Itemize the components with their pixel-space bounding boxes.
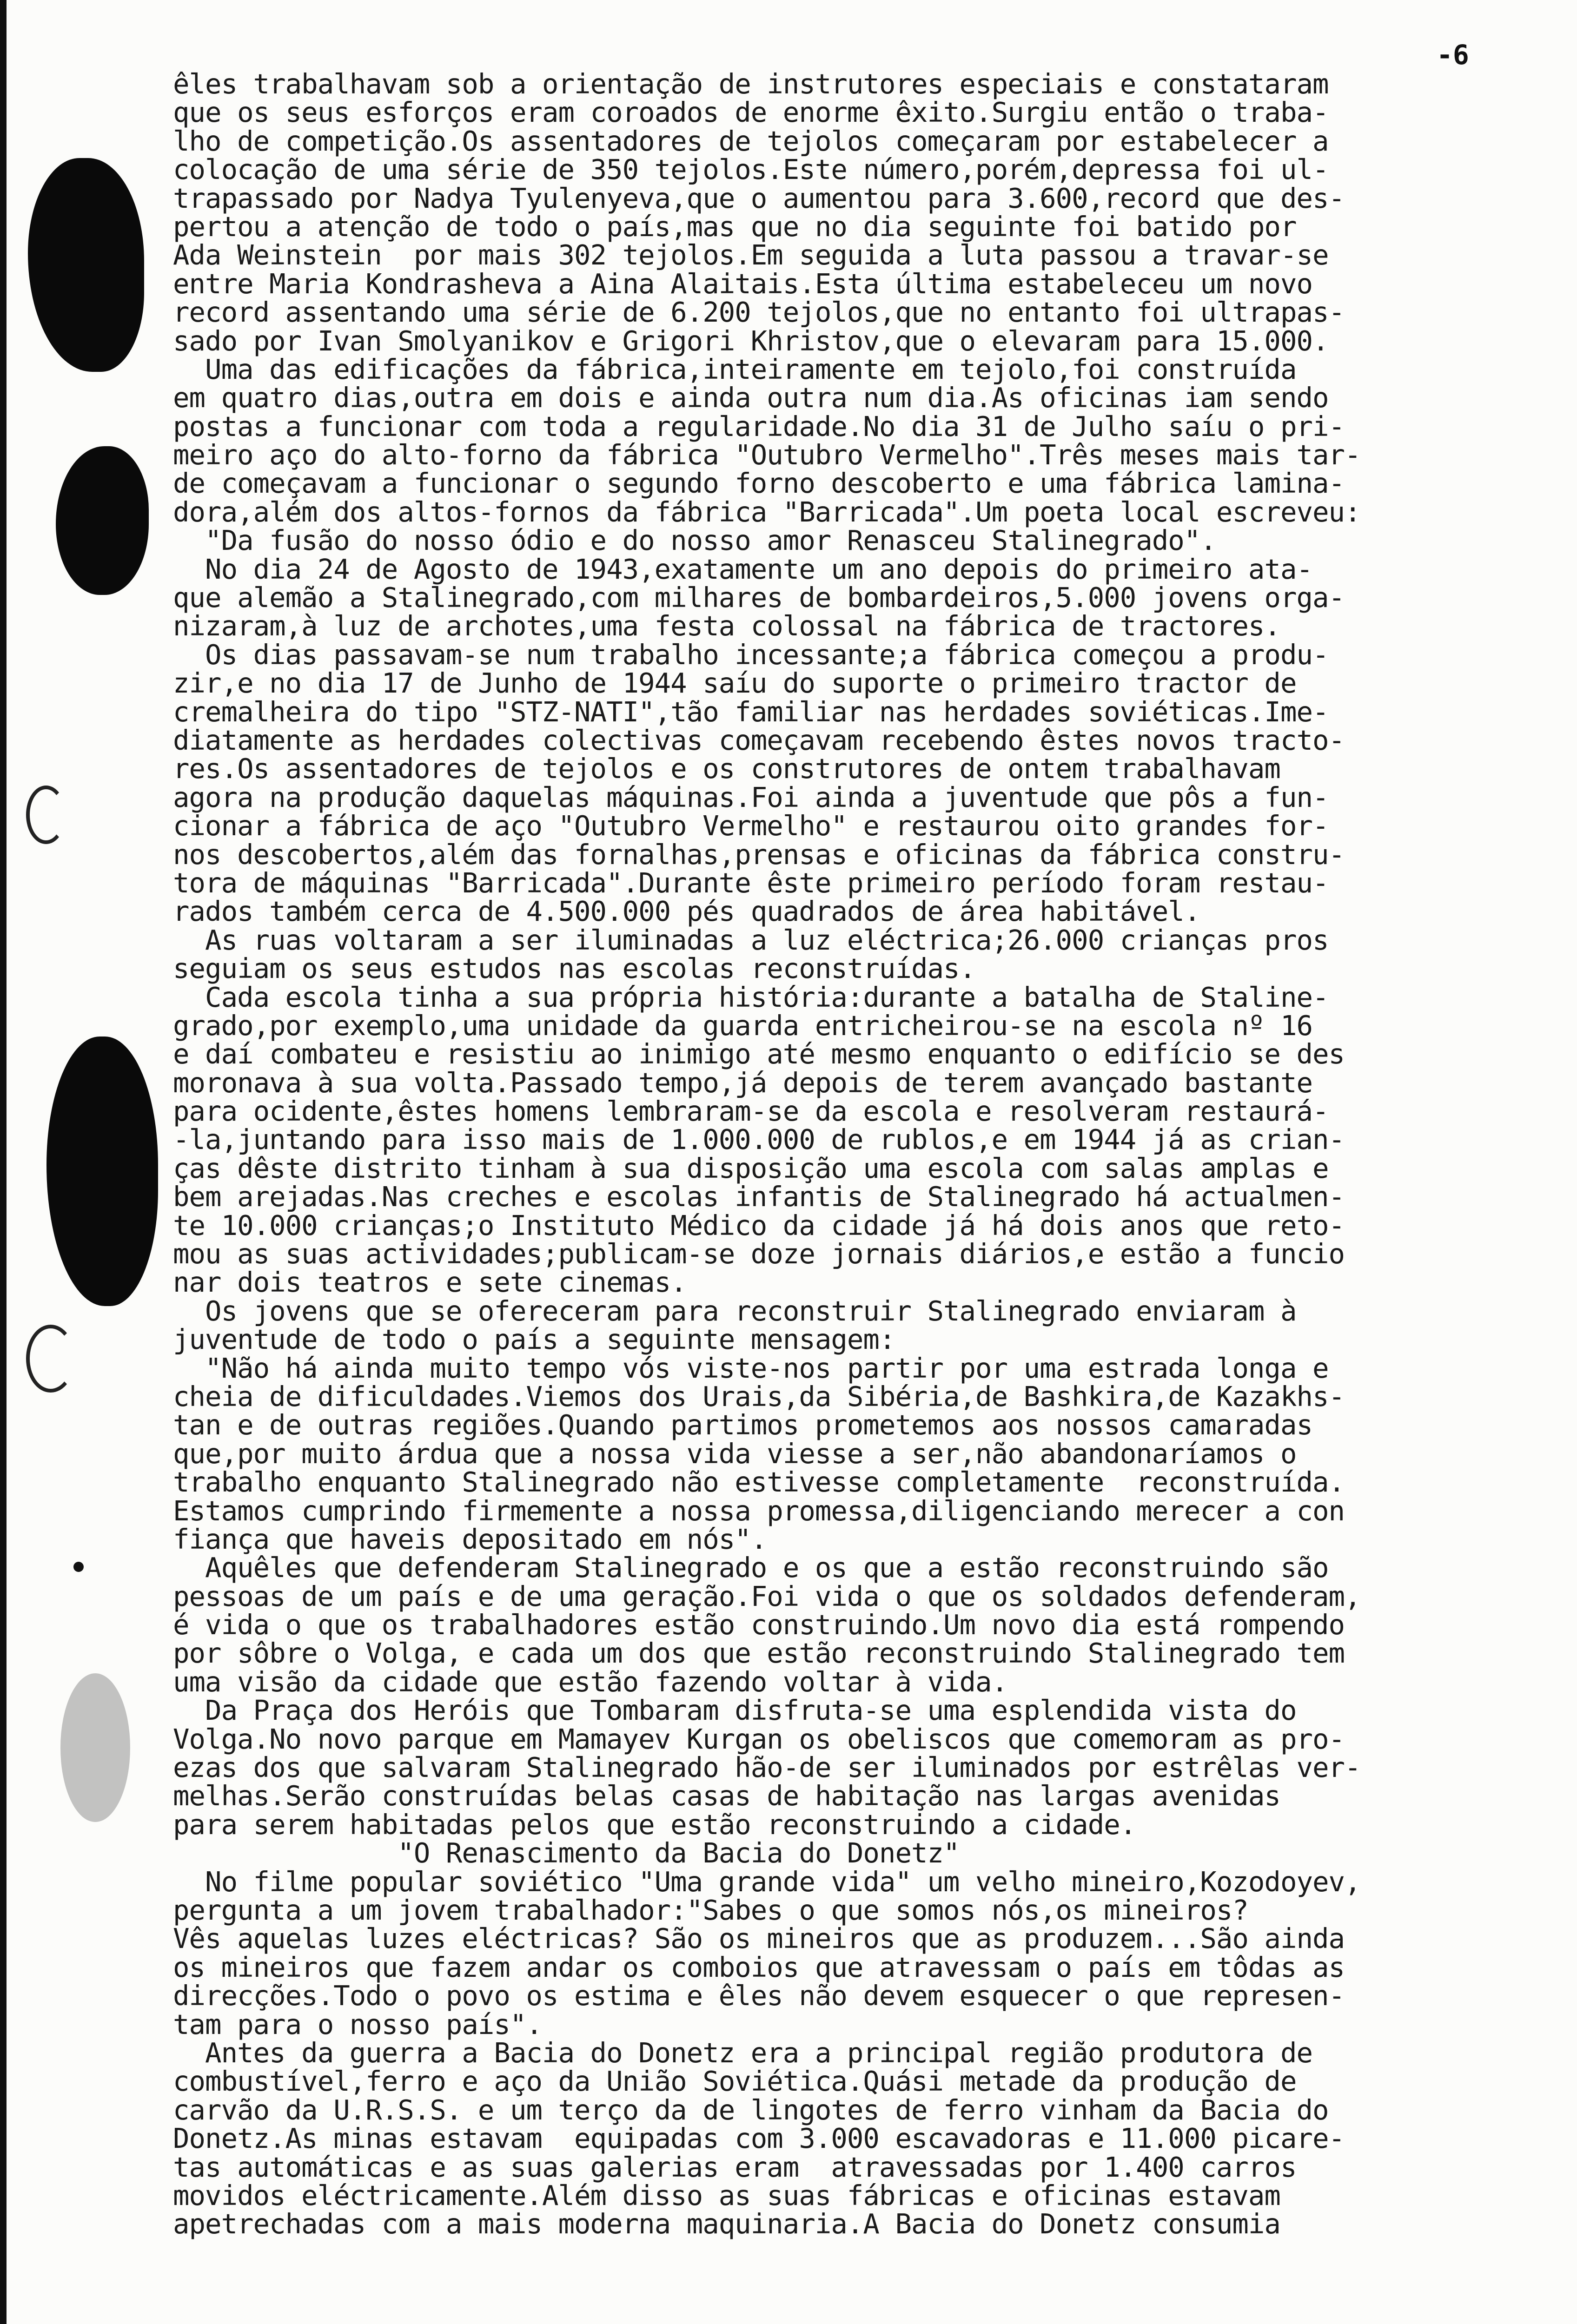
ink-dot	[73, 1562, 84, 1572]
text-line: seguiam os seus estudos nas escolas reconstruídas.	[173, 952, 976, 985]
text-line: e daí combateu e resistiu ao inimigo até mesmo enquanto o edifício se des	[173, 1038, 1345, 1070]
text-line: "Não há ainda muito tempo vós viste-nos partir por uma estrada longa e	[173, 1352, 1329, 1384]
text-line: meiro aço do alto-forno da fábrica "Outubro Vermelho".Três meses mais tar-	[173, 439, 1361, 471]
punch-hole-ring	[26, 1325, 75, 1393]
text-line: tam para o nosso país".	[173, 2008, 542, 2040]
text-line: moronava à sua volta.Passado tempo,já depois de terem avançado bastante	[173, 1066, 1312, 1099]
text-line: melhas.Serão construídas belas casas de habitação nas largas avenidas	[173, 1780, 1280, 1812]
text-line: pergunta a um jovem trabalhador:"Sabes o que somos nós,os mineiros?	[173, 1894, 1248, 1926]
text-line: res.Os assentadores de tejolos e os construtores de ontem trabalhavam	[173, 753, 1280, 785]
text-line: para ocidente,êstes homens lembraram-se da escola e resolveram restaurá-	[173, 1095, 1329, 1128]
text-line: agora na produção daquelas máquinas.Foi ainda a juventude que pôs a fun-	[173, 781, 1329, 813]
text-line: ezas dos que salvaram Stalinegrado hão-de ser iluminados por estrêlas ver-	[173, 1751, 1361, 1784]
text-line: é vida o que os trabalhadores estão construindo.Um novo dia está rompendo	[173, 1609, 1345, 1641]
text-line: Volga.No novo parque em Mamayev Kurgan os obeliscos que comemoram as pro-	[173, 1723, 1345, 1755]
text-line: que os seus esforços eram coroados de enorme êxito.Surgiu então o traba-	[173, 96, 1329, 129]
text-line: rados também cerca de 4.500.000 pés quadrados de área habitável.	[173, 895, 1200, 928]
text-line: combustível,ferro e aço da União Soviética.Quási metade da produção de	[173, 2065, 1297, 2098]
punch-hole-ring	[26, 786, 66, 844]
text-line: tora de máquinas "Barricada".Durante êste primeiro período foram restau-	[173, 866, 1329, 899]
text-line: lho de competição.Os assentadores de tejolos começaram por estabelecer a	[173, 125, 1329, 157]
text-line: uma visão da cidade que estão fazendo voltar à vida.	[173, 1665, 1008, 1698]
text-line: pessoas de um país e de uma geração.Foi vida o que os soldados defenderam,	[173, 1580, 1361, 1612]
text-line: direcções.Todo o povo os estima e êles não devem esquecer o que represen-	[173, 1980, 1345, 2012]
text-line: "Da fusão do nosso ódio e do nosso amor Renasceu Stalinegrado".	[173, 524, 1216, 557]
text-line: "O Renascimento da Bacia do Donetz"	[173, 1837, 960, 1869]
text-line: sado por Ivan Smolyanikov e Grigori Khristov,que o elevaram para 15.000.	[173, 324, 1329, 357]
text-line: No filme popular soviético "Uma grande vida" um velho mineiro,Kozodoyev,	[173, 1865, 1361, 1898]
text-line: Os jovens que se ofereceram para reconstruir Stalinegrado enviaram à	[173, 1294, 1297, 1327]
text-line: trapassado por Nadya Tyulenyeva,que o aumentou para 3.600,record que des-	[173, 182, 1345, 214]
text-line: zir,e no dia 17 de Junho de 1944 saíu do suporte o primeiro tractor de	[173, 667, 1297, 700]
text-line: que alemão a Stalinegrado,com milhares de bombardeiros,5.000 jovens orga-	[173, 581, 1345, 614]
binding-hole-blot	[28, 158, 144, 372]
text-line: record assentando uma série de 6.200 tejolos,que no entanto foi ultrapas-	[173, 296, 1345, 329]
binding-hole-shadow	[60, 1673, 130, 1822]
page-number: -6	[1437, 39, 1469, 71]
text-line: No dia 24 de Agosto de 1943,exatamente um ano depois do primeiro ata-	[173, 553, 1312, 585]
text-line: mou as suas actividades;publicam-se doze jornais diários,e estão a funcio	[173, 1238, 1345, 1270]
text-line: de começavam a funcionar o segundo forno descoberto e uma fábrica lamina-	[173, 467, 1345, 500]
text-line: Estamos cumprindo firmemente a nossa promessa,diligenciando merecer a con	[173, 1494, 1345, 1527]
text-line: para serem habitadas pelos que estão reconstruindo a cidade.	[173, 1808, 1136, 1841]
text-line: os mineiros que fazem andar os comboios que atravessam o país em tôdas as	[173, 1951, 1345, 1983]
scan-edge-shadow	[0, 0, 7, 2324]
text-line: Vês aquelas luzes eléctricas? São os mineiros que as produzem...São ainda	[173, 1922, 1345, 1955]
text-line: Donetz.As minas estavam equipadas com 3.000 escavadoras e 11.000 picare-	[173, 2122, 1345, 2155]
text-line: em quatro dias,outra em dois e ainda outra num dia.As oficinas iam sendo	[173, 382, 1329, 414]
text-line: Cada escola tinha a sua própria história:durante a batalha de Staline-	[173, 981, 1329, 1013]
text-line: nos descobertos,além das fornalhas,prensas e oficinas da fábrica constru-	[173, 838, 1345, 871]
text-line: entre Maria Kondrasheva a Aina Alaitais.Esta última estabeleceu um novo	[173, 267, 1312, 300]
text-line: Aquêles que defenderam Stalinegrado e os que a estão reconstruindo são	[173, 1552, 1329, 1584]
binding-hole-blot	[56, 446, 149, 595]
text-line: trabalho enquanto Stalinegrado não estivesse completamente reconstruída.	[173, 1466, 1345, 1499]
text-line: te 10.000 crianças;o Instituto Médico da cidade já há dois anos que reto-	[173, 1209, 1345, 1241]
text-line: cheia de dificuldades.Viemos dos Urais,da Sibéria,de Bashkira,de Kazakhs-	[173, 1380, 1345, 1413]
text-line: tan e de outras regiões.Quando partimos prometemos aos nossos camaradas	[173, 1409, 1312, 1441]
text-line: As ruas voltaram a ser iluminadas a luz eléctrica;26.000 crianças pros	[173, 924, 1329, 956]
text-line: nar dois teatros e sete cinemas.	[173, 1266, 687, 1299]
text-line: postas a funcionar com toda a regularidade.No dia 31 de Julho saíu o pri-	[173, 410, 1345, 442]
text-line: cionar a fábrica de aço "Outubro Vermelho" e restaurou oito grandes for-	[173, 810, 1329, 842]
text-line: pertou a atenção de todo o país,mas que no dia seguinte foi batido por	[173, 210, 1297, 243]
text-line: diatamente as herdades colectivas começavam recebendo êstes novos tracto-	[173, 724, 1345, 756]
text-line: cremalheira do tipo "STZ-NATI",tão familiar nas herdades soviéticas.Ime-	[173, 695, 1329, 728]
text-line: ças dêste distrito tinham à sua disposição uma escola com salas amplas e	[173, 1152, 1329, 1184]
text-line: Uma das edificações da fábrica,inteiramente em tejolo,foi construída	[173, 353, 1297, 385]
typewritten-text-body	[173, 70, 1540, 2238]
text-line: Ada Weinstein por mais 302 tejolos.Em seguida a luta passou a travar-se	[173, 239, 1329, 271]
text-line: Da Praça dos Heróis que Tombaram disfruta-se uma esplendida vista do	[173, 1694, 1297, 1727]
text-line: por sôbre o Volga, e cada um dos que estão reconstruindo Stalinegrado tem	[173, 1637, 1345, 1670]
text-line: nizaram,à luz de archotes,uma festa colossal na fábrica de tractores.	[173, 610, 1280, 642]
text-line: movidos eléctricamente.Além disso as suas fábricas e oficinas estavam	[173, 2179, 1280, 2212]
text-line: Antes da guerra a Bacia do Donetz era a principal região produtora de	[173, 2036, 1312, 2069]
text-line: Os dias passavam-se num trabalho incessante;a fábrica começou a produ-	[173, 638, 1329, 671]
text-line: êles trabalhavam sob a orientação de instrutores especiais e constataram	[173, 68, 1329, 100]
text-line: que,por muito árdua que a nossa vida viesse a ser,não abandonaríamos o	[173, 1437, 1297, 1470]
text-line: fiança que haveis depositado em nós".	[173, 1523, 767, 1555]
text-line: apetrechadas com a mais moderna maquinaria.A Bacia do Donetz consumia	[173, 2208, 1280, 2240]
binding-hole-blot	[46, 1037, 158, 1306]
text-line: grado,por exemplo,uma unidade da guarda entricheirou-se na escola nº 16	[173, 1009, 1312, 1042]
text-line: tas automáticas e as suas galerias eram atravessadas por 1.400 carros	[173, 2151, 1297, 2183]
text-line: dora,além dos altos-fornos da fábrica "Barricada".Um poeta local escreveu:	[173, 495, 1361, 528]
text-line: juventude de todo o país a seguinte mensagem:	[173, 1323, 895, 1356]
text-line: bem arejadas.Nas creches e escolas infantis de Stalinegrado há actualmen-	[173, 1181, 1345, 1213]
text-line: carvão da U.R.S.S. e um terço da de lingotes de ferro vinham da Bacia do	[173, 2093, 1329, 2126]
text-line: colocação de uma série de 350 tejolos.Este número,porém,depressa foi ul-	[173, 153, 1329, 186]
text-line: -la,juntando para isso mais de 1.000.000 de rublos,e em 1944 já as crian-	[173, 1123, 1345, 1156]
